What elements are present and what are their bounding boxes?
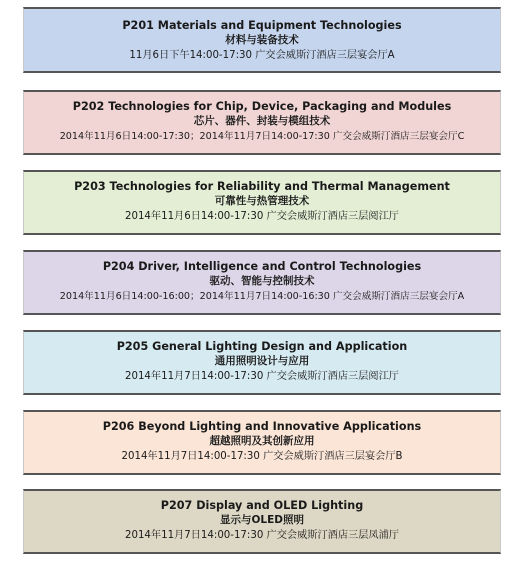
session-info: 2014年11月6日14:00-17:30 广交会威斯汀酒店三层阅江厅 (124, 211, 399, 222)
session-info: 2014年11月6日14:00-17:30；2014年11月7日14:00-17:30 广交会威斯汀酒店三层宴会厅C (59, 131, 465, 142)
session-p202 (23, 90, 501, 155)
session-subtitle: 显示与OLED照明 (219, 514, 304, 526)
session-title: P204 Driver, Intelligence and Control Technologies (102, 260, 422, 273)
session-title: P203 Technologies for Reliability and Thermal Management (74, 180, 450, 193)
session-title: P205 General Lighting Design and Application (116, 340, 408, 353)
session-p207 (23, 489, 501, 554)
session-subtitle: 通用照明设计与应用 (214, 355, 310, 367)
session-title: P201 Materials and Equipment Technologies (122, 19, 402, 32)
session-title: P207 Display and OLED Lighting (160, 499, 364, 512)
session-p206 (23, 410, 501, 475)
session-p201 (23, 7, 501, 73)
session-title: P202 Technologies for Chip, Device, Packaging and Modules (72, 100, 452, 113)
session-info: 2014年11月6日14:00-16:00；2014年11月7日14:00-16:30 广交会威斯汀酒店三层宴会厅A (59, 291, 465, 302)
session-p204 (23, 250, 501, 315)
session-info: 11月6日下午14:00-17:30 广交会威斯汀酒店三层宴会厅A (129, 50, 395, 61)
session-subtitle: 材料与装备技术 (225, 34, 299, 46)
session-info: 2014年11月7日14:00-17:30 广交会威斯汀酒店三层凤浦厅 (124, 530, 399, 541)
session-title: P206 Beyond Lighting and Innovative Applications (102, 420, 422, 433)
session-p203 (23, 170, 501, 235)
session-subtitle: 驱动、智能与控制技术 (209, 275, 315, 287)
session-info: 2014年11月7日14:00-17:30 广交会威斯汀酒店三层宴会厅B (121, 451, 403, 462)
session-subtitle: 超越照明及其创新应用 (209, 435, 315, 447)
session-subtitle: 可靠性与热管理技术 (214, 195, 310, 207)
session-subtitle: 芯片、器件、封装与模组技术 (193, 115, 331, 127)
session-p205 (23, 330, 501, 395)
session-info: 2014年11月7日14:00-17:30 广交会威斯汀酒店三层阅江厅 (124, 371, 399, 382)
